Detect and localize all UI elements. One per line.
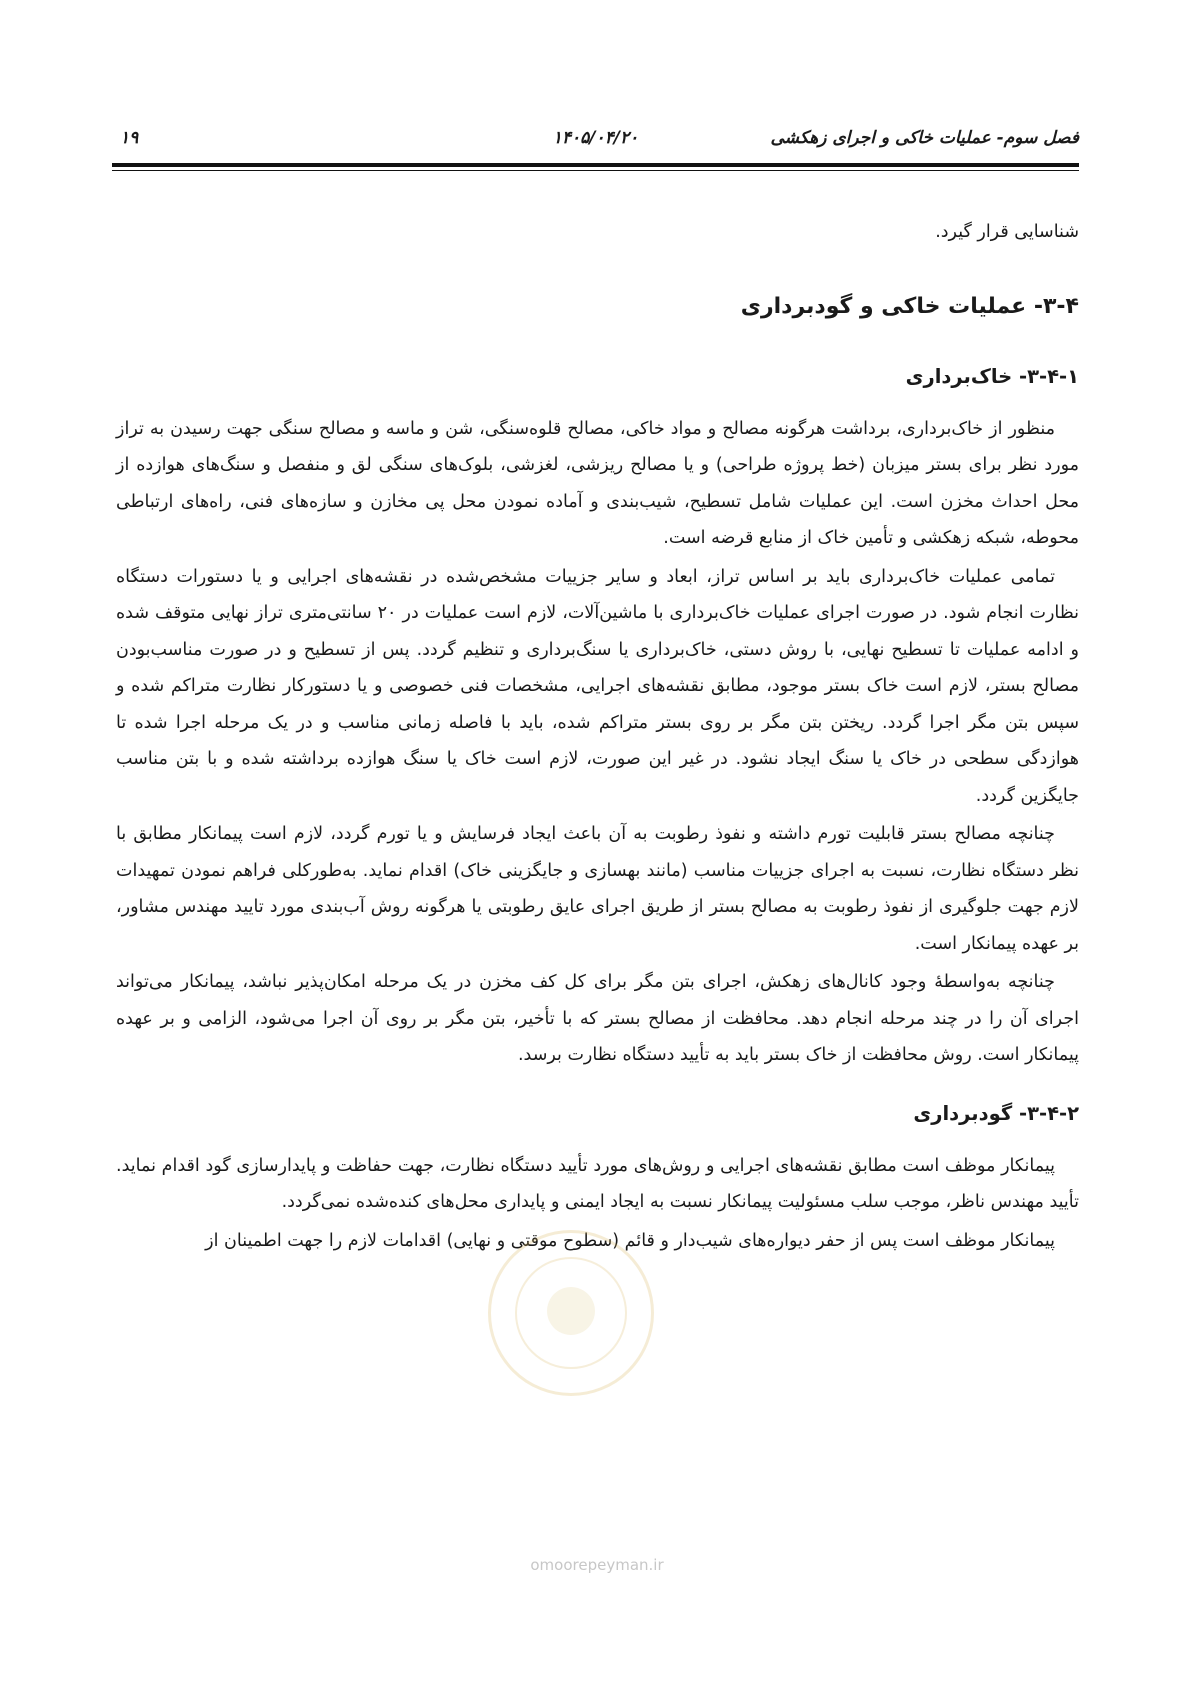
header-date: ۱۴۰۵/۰۴/۲۰: [552, 128, 639, 148]
paragraph: پیمانکار موظف است پس از حفر دیواره‌های شیب‌دار و قائم (سطوح موقتی و نهایی) اقدامات لازم را جهت اطمینان از: [205, 1230, 1055, 1251]
section-heading: ۳-۴- عملیات خاکی و گودبرداری: [740, 293, 1079, 319]
intro-fragment: شناسایی قرار گیرد.: [935, 222, 1079, 242]
subsection-heading-1: ۳-۴-۱- خاک‌برداری: [905, 364, 1079, 388]
document-body: [116, 214, 1079, 1259]
paragraph: چنانچه به‌واسطهٔ وجود کانال‌های زهکش، اجرای بتن مگر برای کل کف مخزن در یک مرحله امکان‌پذیر نباشد، پیمانکار می‌تواند اجرای آن را در چند مرحله انجام دهد. محافظت از مصالح بستر که با تأخیر، بتن مگر بر روی آن اجرا می‌شود، الزامی و بر عهده پیمانکار است. روش محافظت از خاک بستر باید به تأیید دستگاه نظارت برسد.: [116, 972, 1079, 1065]
header-rule-thin: [112, 170, 1079, 171]
paragraph: پیمانکار موظف است مطابق نقشه‌های اجرایی و روش‌های مورد تأیید دستگاه نظارت، جهت حفاظت و پایدارسازی گود اقدام نماید. تأیید مهندس ناظر، موجب سلب مسئولیت پیمانکار نسبت به ایجاد ایمنی و پایداری محل‌های کنده‌شده نمی‌گردد.: [116, 1155, 1079, 1212]
subsection-heading-2: ۳-۴-۲- گودبرداری: [913, 1101, 1079, 1125]
page-number: ۱۹: [120, 128, 139, 148]
watermark-seal-icon: [488, 1230, 654, 1396]
page-header: [112, 122, 1079, 156]
header-rule-thick: [112, 163, 1079, 167]
paragraph: چنانچه مصالح بستر قابلیت تورم داشته و نفوذ رطوبت به آن باعث ایجاد فرسایش و یا تورم گردد، لازم است پیمانکار مطابق با نظر دستگاه نظارت، نسبت به اجرای جزییات مناسب (مانند بهسازی و جایگزینی خاک) اقدام نماید. به‌طورکلی فراهم نمودن تمهیدات لازم جهت جلوگیری از نفوذ رطوبت به مصالح بستر از طریق اجرای عایق رطوبتی یا هرگونه روش آب‌بندی مورد تایید مهندس مشاور، بر عهده پیمانکار است.: [116, 824, 1079, 954]
chapter-title: فصل سوم- عملیات خاکی و اجرای زهکشی: [770, 128, 1079, 148]
paragraph: منظور از خاک‌برداری، برداشت هرگونه مصالح و مواد خاکی، مصالح قلوه‌سنگی، شن و ماسه و مصالح سنگی جهت رسیدن به تراز مورد نظر برای بستر میزبان (خط پروژه طراحی) و یا مصالح ریزشی، لغزشی، بلوک‌های سنگی لق و منفصل و سنگ‌های هوازده از محل احداث مخزن است. این عملیات شامل تسطیح، شیب‌بندی و آماده نمودن محل پی مخازن و سازه‌های فنی، راه‌های ارتباطی محوطه، شبکه زهکشی و تأمین خاک از منابع قرضه است.: [116, 418, 1079, 548]
paragraph: تمامی عملیات خاک‌برداری باید بر اساس تراز، ابعاد و سایر جزییات مشخص‌شده در نقشه‌های اجرایی و یا دستورات دستگاه نظارت انجام شود. در صورت اجرای عملیات خاک‌برداری با ماشین‌آلات، لازم است عملیات در ۲۰ سانتی‌متری تراز نهایی متوقف شده و ادامه عملیات تا تسطیح نهایی، با روش دستی، خاک‌برداری یا سنگ‌برداری و تنظیم گردد. پس از تسطیح و در صورت مناسب‌بودن مصالح بستر، لازم است خاک بستر موجود، مطابق نقشه‌های اجرایی، مشخصات فنی خصوصی و یا دستورکار نظارت متراکم شده و سپس بتن مگر اجرا گردد. ریختن بتن مگر بر روی بستر متراکم شده، باید با فاصله زمانی مناسب و در یک مرحله اجرا شده تا هوازدگی سطحی در خاک یا سنگ ایجاد نشود. در غیر این صورت، لازم است خاک یا سنگ هوازده برداشته شده و با بتن مناسب جایگزین گردد.: [116, 566, 1079, 806]
watermark-url: omoorepeyman.ir: [530, 1556, 664, 1574]
